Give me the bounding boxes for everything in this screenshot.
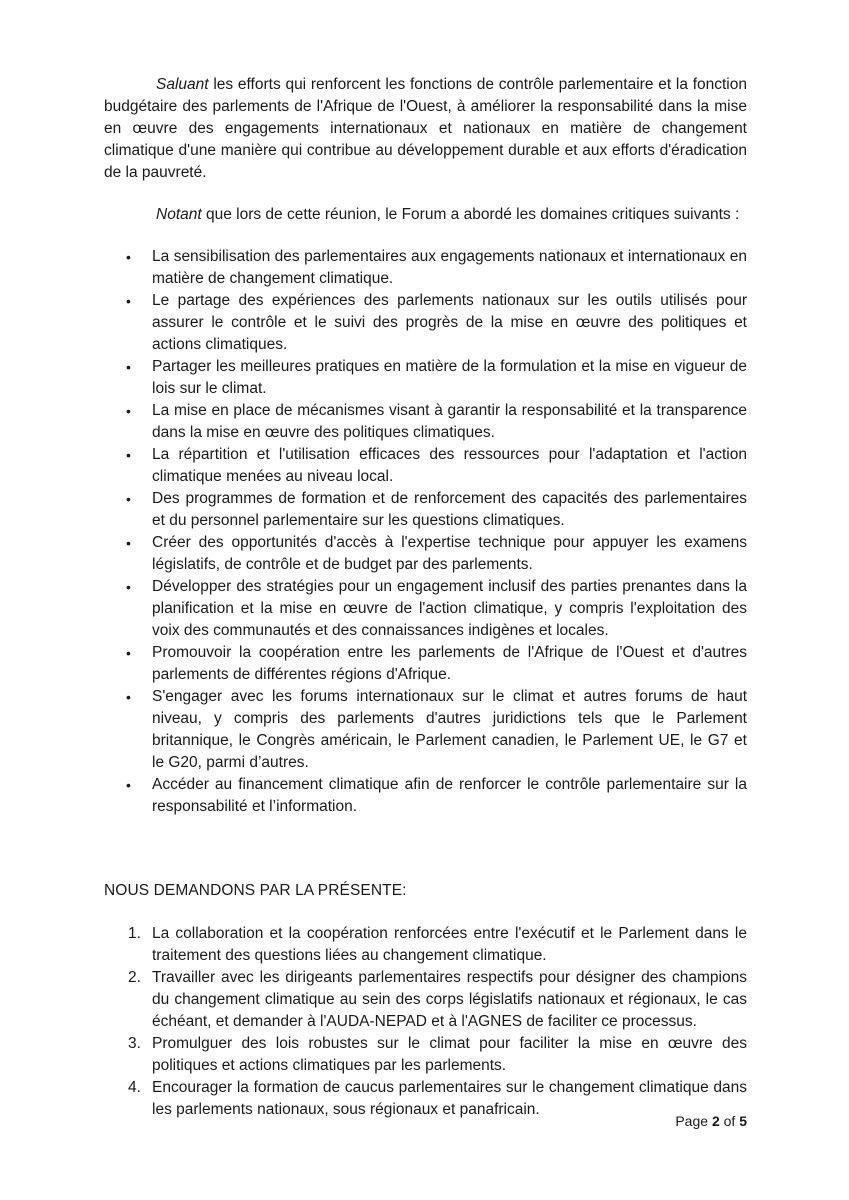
saluant-emphasis: Saluant [156, 76, 209, 93]
bullet-icon: • [126, 689, 131, 705]
list-item [104, 532, 747, 576]
list-item [104, 1077, 747, 1121]
list-item-text: Travailler avec les dirigeants parlementaires respectifs pour désigner des champions du changement climatique au sein des corps législatifs nationaux et régionaux, le cas échéant, et demander à l'AUDA-NEPAD et à l'AGNES de faciliter ce processus. [152, 969, 747, 1030]
notant-emphasis: Notant [156, 206, 202, 223]
list-item-text: Promulguer des lois robustes sur le climat pour faciliter la mise en œuvre des politiques et actions climatiques par les parlements. [152, 1035, 747, 1074]
page-number [675, 1110, 747, 1132]
bullet-icon: • [126, 249, 131, 265]
bullet-icon: • [126, 777, 131, 793]
list-item-text: Des programmes de formation et de renforcement des capacités des parlementaires et du personnel parlementaire sur les questions climatiques. [152, 490, 747, 529]
list-item [104, 400, 747, 444]
list-item-text: Développer des stratégies pour un engagement inclusif des parties prenantes dans la planification et la mise en œuvre de l'action climatique, y compris l'exploitation des voix des communautés et des connaissances indigènes et locales. [152, 578, 747, 639]
of-label: of [719, 1113, 740, 1129]
list-item-text: Promouvoir la coopération entre les parlements de l'Afrique de l'Ouest et d'autres parlements de différentes régions d'Afrique. [152, 644, 747, 683]
list-item-text: Le partage des expériences des parlements nationaux sur les outils utilisés pour assurer le contrôle et le suivi des progrès de la mise en œuvre des politiques et actions climatiques. [152, 292, 747, 353]
list-item [104, 1033, 747, 1077]
paragraph-notant [104, 204, 747, 226]
notant-text: que lors de cette réunion, le Forum a abordé les domaines critiques suivants : [201, 206, 740, 223]
critical-areas-list [104, 246, 747, 818]
bullet-icon: • [126, 645, 131, 661]
section-heading: NOUS DEMANDONS PAR LA PRÉSENTE: [104, 882, 407, 899]
list-item-text: Encourager la formation de caucus parlementaires sur le changement climatique dans les parlements nationaux, sous régionaux et panafricain. [152, 1079, 747, 1118]
list-item [104, 774, 747, 818]
list-item [104, 246, 747, 290]
item-number: 4. [128, 1079, 141, 1096]
bullet-icon: • [126, 403, 131, 419]
list-item [104, 356, 747, 400]
list-item-text: Créer des opportunités d'accès à l'expertise technique pour appuyer les examens législatifs, de contrôle et de budget par des parlements. [152, 534, 747, 573]
bullet-icon: • [126, 491, 131, 507]
list-item-text: La sensibilisation des parlementaires aux engagements nationaux et internationaux en matière de changement climatique. [152, 248, 747, 287]
list-item-text: La collaboration et la coopération renforcées entre l'exécutif et le Parlement dans le traitement des questions liées au changement climatique. [152, 925, 747, 964]
list-item-text: Partager les meilleures pratiques en matière de la formulation et la mise en vigueur de lois sur le climat. [152, 358, 747, 397]
current-page: 2 [711, 1113, 720, 1129]
list-item [104, 576, 747, 642]
item-number: 1. [128, 925, 141, 942]
bullet-icon: • [126, 447, 131, 463]
item-number: 2. [128, 969, 141, 986]
paragraph-saluant [104, 74, 747, 184]
list-item [104, 444, 747, 488]
page-label: Page [675, 1113, 712, 1129]
list-item [104, 967, 747, 1033]
list-item-text: S'engager avec les forums internationaux sur le climat et autres forums de haut niveau, y compris des parlements d'autres juridictions tels que le Parlement britannique, le Congrès américain, le Parlement canadien, le Parlement UE, le G7 et le G20, parmi d’autres. [152, 688, 747, 771]
list-item [104, 686, 747, 774]
list-item-text: Accéder au financement climatique afin de renforcer le contrôle parlementaire sur la responsabilité et l’information. [152, 776, 747, 815]
bullet-icon: • [126, 535, 131, 551]
saluant-text: les efforts qui renforcent les fonctions de contrôle parlementaire et la fonction budgétaire des parlements de l'Afrique de l'Ouest, à améliorer la responsabilité dans la mise en œuvre des engagements internationaux et nationaux en matière de changement climatique d'une manière qui contribue au développement durable et aux efforts d'éradication de la pauvreté. [104, 76, 747, 181]
list-item [104, 488, 747, 532]
demands-list [104, 923, 747, 1121]
list-item-text: La répartition et l'utilisation efficaces des ressources pour l'adaptation et l'action climatique menées au niveau local. [152, 446, 747, 485]
list-item [104, 290, 747, 356]
total-pages: 5 [739, 1113, 747, 1129]
list-item [104, 642, 747, 686]
bullet-icon: • [126, 359, 131, 375]
bullet-icon: • [126, 293, 131, 309]
bullet-icon: • [126, 579, 131, 595]
list-item-text: La mise en place de mécanismes visant à garantir la responsabilité et la transparence dans la mise en œuvre des politiques climatiques. [152, 402, 747, 441]
list-item [104, 923, 747, 967]
item-number: 3. [128, 1035, 141, 1052]
